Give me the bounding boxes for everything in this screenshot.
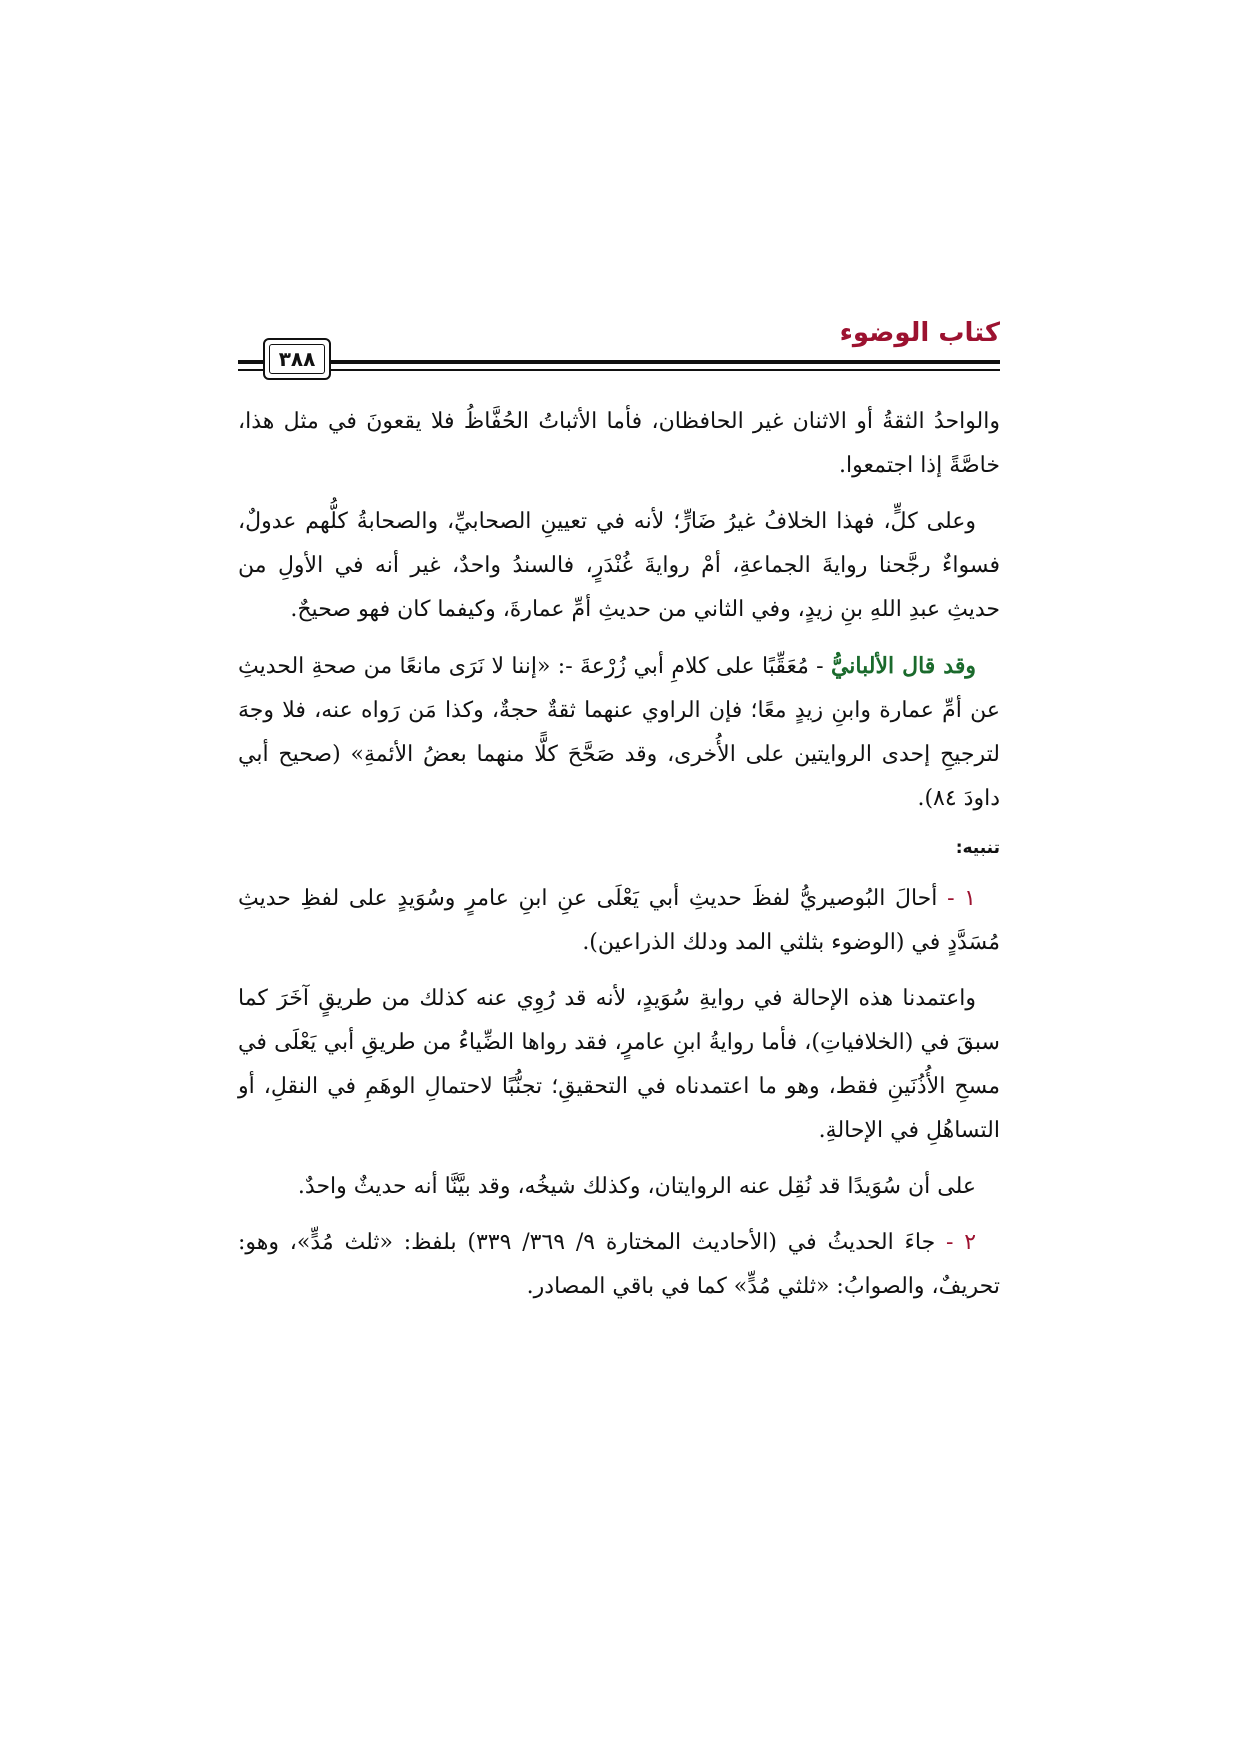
- page-number: ٣٨٨: [278, 347, 316, 371]
- paragraph-3: [238, 644, 1000, 821]
- note-2-text: جاءَ الحديثُ في (الأحاديث المختارة ٩/ ٣٦٩/ ٣٣٩) بلفظ: «ثلث مُدٍّ»، وهو: تحريفٌ، والصوابُ: «ثلثي مُدٍّ» كما في باقي المصادر.: [238, 1230, 1000, 1299]
- header-rule-thin: [238, 369, 1000, 371]
- page-header: [238, 318, 1000, 378]
- note-1-number: ١ -: [947, 886, 976, 911]
- note-1: [238, 877, 1000, 965]
- note-2-number: ٢ -: [945, 1230, 977, 1255]
- main-text: [238, 400, 1000, 1321]
- book-title: كتاب الوضوء: [839, 318, 1000, 348]
- paragraph-2: وعلى كلٍّ، فهذا الخلافُ غيرُ ضَارٍّ؛ لأنه في تعيينِ الصحابيِّ، والصحابةُ كلُّهم عدولٌ، فسواءٌ رجَّحنا روايةَ الجماعةِ، أمْ روايةَ غُنْدَرٍ، فالسندُ واحدٌ، غير أنه في الأولِ من حديثِ عبدِ اللهِ بنِ زيدٍ، وفي الثاني من حديثِ أمِّ عمارةَ، وكيفما كان فهو صحيحٌ.: [238, 509, 1000, 622]
- albani-quote-lead: وقد قال الألبانيُّ: [830, 653, 976, 679]
- albani-quote-text: - مُعَقِّبًا على كلامِ أبي زُرْعةَ -: «إننا لا نَرَى مانعًا من صحةِ الحديثِ عن أمِّ عمارة وابنِ زيدٍ معًا؛ فإن الراوي عنهما ثقةٌ حجةٌ، وكذا مَن رَواه عنه، فلا وجهَ لترجيحِ إحدى الروايتين على الأُخرى، وقد صَحَّحَ كلًّا منهما بعضُ الأئمةِ» (صحيح أبي داودَ ٨٤).: [238, 654, 1000, 811]
- paragraph-5: على أن سُوَيدًا قد نُقِل عنه الروايتان، وكذلك شيخُه، وقد بيَّنَّا أنه حديثٌ واحدٌ.: [297, 1174, 976, 1199]
- paragraph-1: والواحدُ الثقةُ أو الاثنان غير الحافظان، فأما الأثباتُ الحُفَّاظُ فلا يقعونَ في مثل هذا، خاصَّةً إذا اجتمعوا.: [238, 409, 1000, 478]
- note-1-text: أحالَ البُوصيريُّ لفظَ حديثِ أبي يَعْلَى عنِ ابنِ عامرٍ وسُوَيدٍ على لفظِ حديثِ مُسَدَّدٍ في (الوضوء بثلثي المد ودلك الذراعين).: [238, 886, 1000, 955]
- paragraph-4: واعتمدنا هذه الإحالة في روايةِ سُوَيدٍ، لأنه قد رُوِي عنه كذلك من طريقٍ آخَرَ كما سبقَ في (الخلافياتِ)، فأما روايةُ ابنِ عامرٍ، فقد رواها الضِّياءُ من طريقِ أبي يَعْلَى في مسحِ الأُذُنَينِ فقط، وهو ما اعتمدناه في التحقيقِ؛ تجنُّبًا لاحتمالِ الوهَمِ في النقلِ، أو التساهُلِ في الإحالةِ.: [238, 986, 1000, 1143]
- page-number-badge: [263, 338, 331, 380]
- header-rule-thick: [238, 360, 1000, 364]
- note-2: [238, 1221, 1000, 1309]
- note-heading: تنبيه:: [955, 838, 1000, 858]
